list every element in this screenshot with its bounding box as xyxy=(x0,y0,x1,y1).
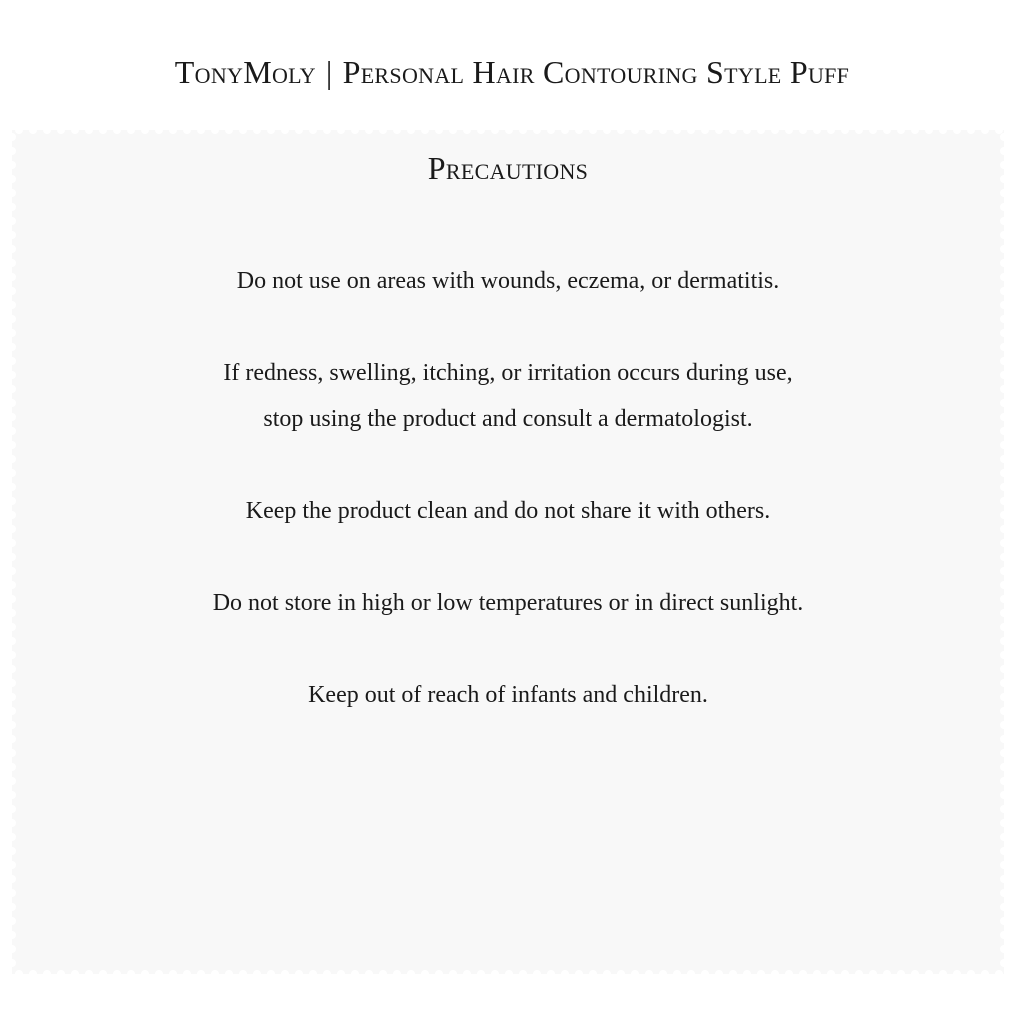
edge-scallop xyxy=(99,130,107,134)
edge-scallop xyxy=(701,130,709,134)
edge-scallop xyxy=(12,203,16,211)
edge-scallop xyxy=(1000,917,1004,925)
edge-scallop xyxy=(1000,791,1004,799)
edge-scallop xyxy=(799,130,807,134)
edge-scallop xyxy=(883,130,891,134)
edge-scallop xyxy=(1000,805,1004,813)
edge-scallop xyxy=(1000,189,1004,197)
edge-scallop xyxy=(12,231,16,239)
edge-scallop xyxy=(995,130,1003,134)
edge-scallop xyxy=(12,889,16,897)
edge-scallop xyxy=(757,970,765,974)
edge-scallop xyxy=(12,847,16,855)
edge-scallop xyxy=(113,130,121,134)
edge-scallop xyxy=(841,130,849,134)
edge-scallop xyxy=(617,130,625,134)
edge-scallop xyxy=(393,970,401,974)
edge-scallop xyxy=(575,130,583,134)
edge-scallop xyxy=(897,970,905,974)
product-name: Personal Hair Contouring Style Puff xyxy=(342,54,850,90)
edge-scallop xyxy=(12,945,16,953)
edge-scallop xyxy=(15,130,23,134)
edge-scallop xyxy=(127,970,135,974)
edge-scallop xyxy=(855,130,863,134)
edge-scallop xyxy=(491,970,499,974)
edge-scallop xyxy=(337,970,345,974)
edge-scallop xyxy=(841,970,849,974)
edge-scallop xyxy=(981,130,989,134)
edge-scallop xyxy=(253,130,261,134)
edge-scallop xyxy=(757,130,765,134)
edge-scallop xyxy=(589,130,597,134)
page-title xyxy=(0,52,1024,92)
edge-scallop xyxy=(1000,217,1004,225)
edge-scallop xyxy=(771,970,779,974)
edge-scallop xyxy=(799,970,807,974)
edge-scallop xyxy=(281,130,289,134)
edge-scallop xyxy=(267,130,275,134)
edge-scallop xyxy=(323,130,331,134)
edge-scallop xyxy=(281,970,289,974)
edge-scallop xyxy=(225,970,233,974)
edge-scallop xyxy=(687,970,695,974)
edge-scallop xyxy=(57,130,65,134)
edge-scallop xyxy=(561,970,569,974)
edge-scallop xyxy=(547,130,555,134)
edge-scallop xyxy=(435,970,443,974)
list-item xyxy=(12,350,1004,442)
edge-scallop xyxy=(659,130,667,134)
edge-scallop xyxy=(43,970,51,974)
edge-scallop xyxy=(813,970,821,974)
edge-scallop xyxy=(253,970,261,974)
edge-scallop xyxy=(897,130,905,134)
edge-scallop xyxy=(967,130,975,134)
edge-scallop xyxy=(379,130,387,134)
edge-scallop xyxy=(729,130,737,134)
edge-scallop xyxy=(1000,889,1004,897)
edge-scallop xyxy=(99,970,107,974)
edge-scallop xyxy=(1000,203,1004,211)
edge-scallop xyxy=(1000,847,1004,855)
edge-scallop xyxy=(1000,231,1004,239)
edge-scallop xyxy=(477,130,485,134)
edge-scallop xyxy=(12,777,16,785)
edge-scallop xyxy=(1000,777,1004,785)
edge-scallop xyxy=(925,970,933,974)
edge-scallop xyxy=(1000,245,1004,253)
list-item xyxy=(12,672,1004,718)
edge-scallop xyxy=(12,245,16,253)
edge-scallop xyxy=(449,130,457,134)
edge-scallop xyxy=(645,130,653,134)
edge-scallop xyxy=(12,763,16,771)
edge-scallop xyxy=(211,130,219,134)
list-item xyxy=(12,258,1004,304)
edge-scallop xyxy=(953,130,961,134)
edge-scallop xyxy=(1000,931,1004,939)
edge-scallop xyxy=(71,970,79,974)
edge-scallop xyxy=(295,130,303,134)
edge-scallop xyxy=(351,970,359,974)
edge-scallop xyxy=(603,130,611,134)
edge-scallop xyxy=(533,970,541,974)
precaution-text-continued: stop using the product and consult a dermatologist. xyxy=(263,406,753,432)
edge-scallop xyxy=(141,130,149,134)
edge-scallop xyxy=(29,970,37,974)
edge-scallop xyxy=(533,130,541,134)
edge-scallop xyxy=(673,130,681,134)
edge-scallop xyxy=(1000,763,1004,771)
edge-scallop xyxy=(911,130,919,134)
edge-scallop xyxy=(127,130,135,134)
edge-scallop xyxy=(449,970,457,974)
edge-scallop xyxy=(659,970,667,974)
edge-scallop xyxy=(12,133,16,141)
edge-scallop xyxy=(1000,875,1004,883)
edge-scallop xyxy=(309,970,317,974)
edge-scallop xyxy=(141,970,149,974)
edge-scallop xyxy=(211,970,219,974)
edge-scallop xyxy=(113,970,121,974)
edge-scallop xyxy=(57,970,65,974)
edge-scallop xyxy=(71,130,79,134)
edge-scallop xyxy=(645,970,653,974)
edge-scallop xyxy=(365,970,373,974)
edge-scallop xyxy=(12,861,16,869)
precaution-text: Keep out of reach of infants and children. xyxy=(308,682,708,708)
edge-scallop xyxy=(12,931,16,939)
edge-scallop xyxy=(939,130,947,134)
edge-scallop xyxy=(631,970,639,974)
edge-scallop xyxy=(771,130,779,134)
edge-scallop xyxy=(12,819,16,827)
edge-scallop xyxy=(743,970,751,974)
edge-scallop xyxy=(617,970,625,974)
edge-scallop xyxy=(12,903,16,911)
edge-scallop xyxy=(631,130,639,134)
edge-scallop xyxy=(701,970,709,974)
edge-scallop xyxy=(561,130,569,134)
edge-scallop xyxy=(1000,833,1004,841)
edge-scallop xyxy=(1000,945,1004,953)
title-separator: | xyxy=(325,54,333,90)
edge-scallop xyxy=(785,970,793,974)
edge-scallop xyxy=(12,791,16,799)
edge-scallop xyxy=(715,970,723,974)
edge-scallop xyxy=(183,130,191,134)
precautions-panel xyxy=(12,130,1004,974)
edge-scallop xyxy=(15,970,23,974)
edge-scallop xyxy=(981,970,989,974)
edge-scallop xyxy=(995,970,1003,974)
edge-scallop xyxy=(505,970,513,974)
edge-scallop xyxy=(407,130,415,134)
edge-scallop xyxy=(519,130,527,134)
edge-scallop xyxy=(197,130,205,134)
list-item xyxy=(12,488,1004,534)
edge-scallop xyxy=(1000,861,1004,869)
edge-scallop xyxy=(169,970,177,974)
edge-scallop xyxy=(953,970,961,974)
edge-scallop xyxy=(603,970,611,974)
edge-scallop xyxy=(239,970,247,974)
edge-scallop xyxy=(12,805,16,813)
edge-scallop xyxy=(1000,903,1004,911)
precaution-text: If redness, swelling, itching, or irritation occurs during use, xyxy=(223,360,793,386)
edge-scallop xyxy=(323,970,331,974)
edge-scallop xyxy=(351,130,359,134)
edge-scallop xyxy=(1000,819,1004,827)
edge-scallop xyxy=(505,130,513,134)
edge-scallop xyxy=(407,970,415,974)
edge-scallop xyxy=(12,189,16,197)
edge-scallop xyxy=(197,970,205,974)
edge-scallop xyxy=(12,217,16,225)
edge-scallop xyxy=(12,833,16,841)
edge-scallop xyxy=(883,970,891,974)
edge-scallop xyxy=(267,970,275,974)
edge-scallop xyxy=(827,130,835,134)
edge-scallop xyxy=(29,130,37,134)
edge-scallop xyxy=(12,875,16,883)
edge-scallop xyxy=(379,970,387,974)
edge-scallop xyxy=(393,130,401,134)
edge-scallop xyxy=(575,970,583,974)
edge-scallop xyxy=(85,130,93,134)
edge-scallop xyxy=(239,130,247,134)
precaution-text: Keep the product clean and do not share it with others. xyxy=(245,498,771,524)
edge-scallop xyxy=(12,959,16,967)
edge-scallop xyxy=(309,130,317,134)
edge-scallop xyxy=(729,970,737,974)
brand-name: TonyMoly xyxy=(174,54,316,90)
edge-scallop xyxy=(869,130,877,134)
edge-scallop xyxy=(939,970,947,974)
edge-scallop xyxy=(491,130,499,134)
edge-scallop xyxy=(43,130,51,134)
edge-scallop xyxy=(225,130,233,134)
edge-scallop xyxy=(421,130,429,134)
edge-scallop xyxy=(855,970,863,974)
list-item xyxy=(12,580,1004,626)
edge-scallop xyxy=(85,970,93,974)
edge-scallop xyxy=(421,970,429,974)
edge-scallop xyxy=(519,970,527,974)
edge-scallop xyxy=(155,970,163,974)
edge-scallop xyxy=(743,130,751,134)
precautions-list xyxy=(12,258,1004,764)
edge-scallop xyxy=(155,130,163,134)
edge-scallop xyxy=(463,130,471,134)
precaution-text: Do not use on areas with wounds, eczema, or dermatitis. xyxy=(236,268,780,294)
edge-scallop xyxy=(435,130,443,134)
edge-scallop xyxy=(547,970,555,974)
edge-scallop xyxy=(715,130,723,134)
edge-scallop xyxy=(813,130,821,134)
edge-scallop xyxy=(337,130,345,134)
precaution-text: Do not store in high or low temperatures or in direct sunlight. xyxy=(212,590,804,616)
edge-scallop xyxy=(1000,133,1004,141)
section-heading: Precautions xyxy=(427,150,589,186)
edge-scallop xyxy=(673,970,681,974)
edge-scallop xyxy=(589,970,597,974)
edge-scallop xyxy=(183,970,191,974)
edge-scallop xyxy=(365,130,373,134)
edge-scallop xyxy=(687,130,695,134)
edge-scallop xyxy=(477,970,485,974)
edge-scallop xyxy=(967,970,975,974)
edge-scallop xyxy=(1000,959,1004,967)
edge-scallop xyxy=(463,970,471,974)
edge-scallop xyxy=(925,130,933,134)
edge-scallop xyxy=(12,917,16,925)
edge-scallop xyxy=(911,970,919,974)
edge-scallop xyxy=(785,130,793,134)
edge-scallop xyxy=(869,970,877,974)
edge-scallop xyxy=(827,970,835,974)
edge-scallop xyxy=(169,130,177,134)
edge-scallop xyxy=(295,970,303,974)
